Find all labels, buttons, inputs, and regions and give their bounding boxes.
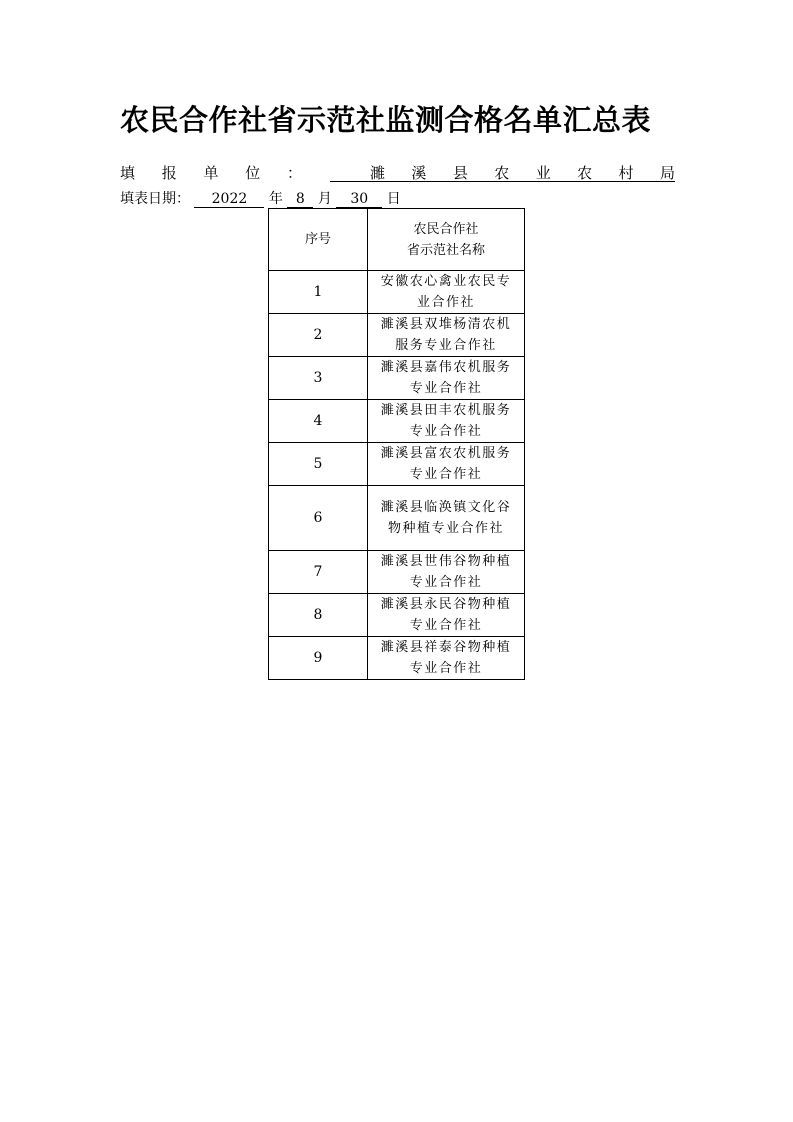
fill-date-row: [120, 188, 401, 208]
row-name: 安徽农心禽业农民专业合作社: [368, 271, 525, 314]
reporting-unit-value: [330, 162, 675, 182]
table-row: [269, 400, 525, 443]
table-row: [269, 314, 525, 357]
row-number: 4: [269, 400, 368, 443]
date-year-suffix: 年: [268, 191, 283, 207]
unit-value-char: 溪: [411, 164, 427, 182]
row-name: 濉溪县田丰农机服务专业合作社: [368, 400, 525, 443]
row-name: 濉溪县富农农机服务专业合作社: [368, 443, 525, 486]
date-month-suffix: 月: [317, 191, 332, 207]
unit-label-char: ：: [286, 164, 302, 182]
row-number: 1: [269, 271, 368, 314]
unit-value-char: 业: [535, 164, 551, 182]
unit-value-char: 濉: [370, 164, 386, 182]
header-name-line2: 省示范社名称: [406, 242, 485, 258]
cooperative-list-table: [268, 208, 525, 680]
page-title: 农民合作社省示范社监测合格名单汇总表: [120, 103, 652, 137]
header-number: 序号: [269, 209, 368, 271]
date-label: 填表日期：: [120, 191, 190, 207]
date-year: 2022: [194, 191, 264, 208]
table-row: [269, 443, 525, 486]
row-name: 濉溪县世伟谷物种植专业合作社: [368, 551, 525, 594]
header-name: [368, 209, 525, 271]
row-name: 濉溪县永民谷物种植专业合作社: [368, 594, 525, 637]
unit-label-char: 报: [161, 164, 177, 182]
date-month: 8: [287, 191, 313, 208]
header-name-line1: 农民合作社: [413, 221, 479, 237]
unit-label-char: 位: [245, 164, 261, 182]
row-number: 6: [269, 486, 368, 551]
row-name: 濉溪县祥泰谷物种植专业合作社: [368, 637, 525, 680]
row-name: 濉溪县嘉伟农机服务专业合作社: [368, 357, 525, 400]
table-header-row: [269, 209, 525, 271]
reporting-unit-row: [120, 162, 675, 184]
table-row: [269, 486, 525, 551]
date-day-suffix: 日: [386, 191, 401, 207]
table-row: [269, 271, 525, 314]
row-name: 濉溪县临涣镇文化谷物种植专业合作社: [368, 486, 525, 551]
table-row: [269, 637, 525, 680]
row-number: 8: [269, 594, 368, 637]
unit-label-char: 单: [203, 164, 219, 182]
row-name: 濉溪县双堆杨清农机服务专业合作社: [368, 314, 525, 357]
row-number: 5: [269, 443, 368, 486]
table-row: [269, 551, 525, 594]
unit-value-char: 县: [452, 164, 468, 182]
unit-value-char: 农: [577, 164, 593, 182]
table-row: [269, 594, 525, 637]
table-row: [269, 357, 525, 400]
unit-value-char: 局: [659, 164, 675, 182]
unit-value-char: 农: [494, 164, 510, 182]
reporting-unit-label: [120, 162, 302, 183]
row-number: 2: [269, 314, 368, 357]
unit-value-char: 村: [618, 164, 634, 182]
date-day: 30: [336, 191, 382, 208]
row-number: 9: [269, 637, 368, 680]
row-number: 3: [269, 357, 368, 400]
row-number: 7: [269, 551, 368, 594]
unit-label-char: 填: [120, 164, 136, 182]
